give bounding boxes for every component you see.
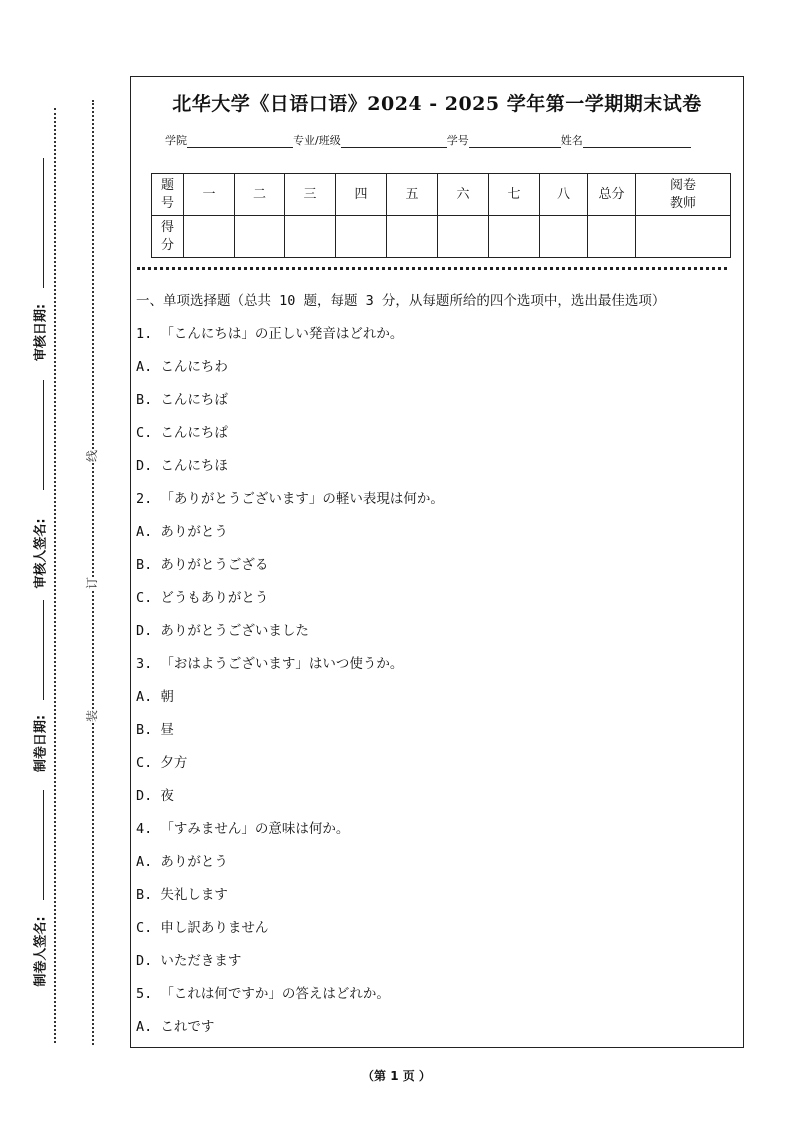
- question-stem: 3. 「おはようございます」はいつ使うか。: [136, 656, 404, 672]
- score-cell[interactable]: [489, 216, 540, 258]
- col-head: 一: [184, 174, 235, 216]
- dotted-separator: [137, 267, 727, 270]
- binding-char-line: 线: [85, 449, 100, 463]
- question-option: D. いただきます: [136, 953, 242, 969]
- question-option: B. 失礼します: [136, 887, 228, 903]
- question-option: A. こんにちわ: [136, 359, 228, 375]
- score-cell[interactable]: [285, 216, 336, 258]
- question-option: B. こんにちば: [136, 392, 228, 408]
- question-option: D. こんにちほ: [136, 458, 228, 474]
- compiler-signature-label: 制卷人签名:: [33, 916, 49, 987]
- question-stem: 2. 「ありがとうございます」の軽い表現は何か。: [136, 491, 444, 507]
- col-head-total: 总分: [588, 174, 636, 216]
- score-table-header-row: [152, 174, 731, 216]
- row-head-question-no: 题号: [152, 174, 184, 216]
- question-option: A. 朝: [136, 689, 174, 705]
- signature-line: [43, 790, 44, 900]
- score-cell[interactable]: [540, 216, 588, 258]
- score-cell[interactable]: [235, 216, 285, 258]
- question-option: C. こんにちぱ: [136, 425, 228, 441]
- question-option: A. これです: [136, 1019, 215, 1035]
- dotted-line: [54, 108, 56, 1043]
- question-area: [136, 291, 746, 1050]
- score-cell[interactable]: [336, 216, 387, 258]
- score-table-score-row: [152, 216, 731, 258]
- score-cell-grader[interactable]: [636, 216, 731, 258]
- review-date-label: 审核日期:: [33, 303, 49, 362]
- col-head: 三: [285, 174, 336, 216]
- question-option: A. ありがとう: [136, 524, 228, 540]
- question-option: B. ありがとうござる: [136, 557, 269, 573]
- col-head: 四: [336, 174, 387, 216]
- question-stem: 4. 「すみません」の意味は何か。: [136, 821, 350, 837]
- col-head-grader: 阅卷教师: [636, 174, 731, 216]
- college-field[interactable]: [187, 135, 293, 148]
- exam-title: 北华大学《日语口语》2024 - 2025 学年第一学期期末试卷: [172, 93, 702, 115]
- col-head: 七: [489, 174, 540, 216]
- col-head: 二: [235, 174, 285, 216]
- name-field[interactable]: [583, 135, 691, 148]
- col-head: 八: [540, 174, 588, 216]
- question-option: C. どうもありがとう: [136, 590, 269, 606]
- score-cell[interactable]: [184, 216, 235, 258]
- section-heading: 一、单项选择题（总共 10 题，每题 3 分，从每题所给的四个选项中，选出最佳选项）: [136, 293, 666, 309]
- binding-char-bind: 订: [85, 576, 100, 590]
- page-number: （第 1 页 ）: [362, 1069, 431, 1083]
- question-option: B. 昼: [136, 722, 174, 738]
- score-cell[interactable]: [438, 216, 489, 258]
- major-class-label: 专业/班级: [293, 134, 341, 147]
- signature-line: [43, 380, 44, 490]
- question-option: A. ありがとう: [136, 854, 228, 870]
- score-cell-total[interactable]: [588, 216, 636, 258]
- student-id-field[interactable]: [469, 135, 561, 148]
- score-cell[interactable]: [387, 216, 438, 258]
- question-option: C. 申し訳ありません: [136, 920, 269, 936]
- name-label: 姓名: [560, 134, 583, 147]
- college-label: 学院: [165, 134, 187, 147]
- major-class-field[interactable]: [341, 135, 447, 148]
- question-option: D. ありがとうございました: [136, 623, 309, 639]
- student-info-line: [165, 132, 691, 148]
- question-stem: 1. 「こんにちは」の正しい発音はどれか。: [136, 326, 404, 342]
- col-head: 五: [387, 174, 438, 216]
- compile-date-label: 制卷日期:: [33, 714, 49, 773]
- question-option: D. 夜: [136, 788, 174, 804]
- col-head: 六: [438, 174, 489, 216]
- reviewer-signature-label: 审核人签名:: [33, 518, 49, 589]
- question-option: C. 夕方: [136, 755, 188, 771]
- signature-line: [43, 158, 44, 288]
- dotted-line: [92, 100, 94, 1045]
- score-table: [151, 173, 731, 258]
- binding-char-assemble: 装: [85, 709, 100, 723]
- question-stem: 5. 「これは何ですか」の答えはどれか。: [136, 986, 390, 1002]
- exam-frame: [130, 76, 744, 1048]
- signature-line: [43, 600, 44, 700]
- row-head-score: 得分: [152, 216, 184, 258]
- student-id-label: 学号: [446, 134, 469, 147]
